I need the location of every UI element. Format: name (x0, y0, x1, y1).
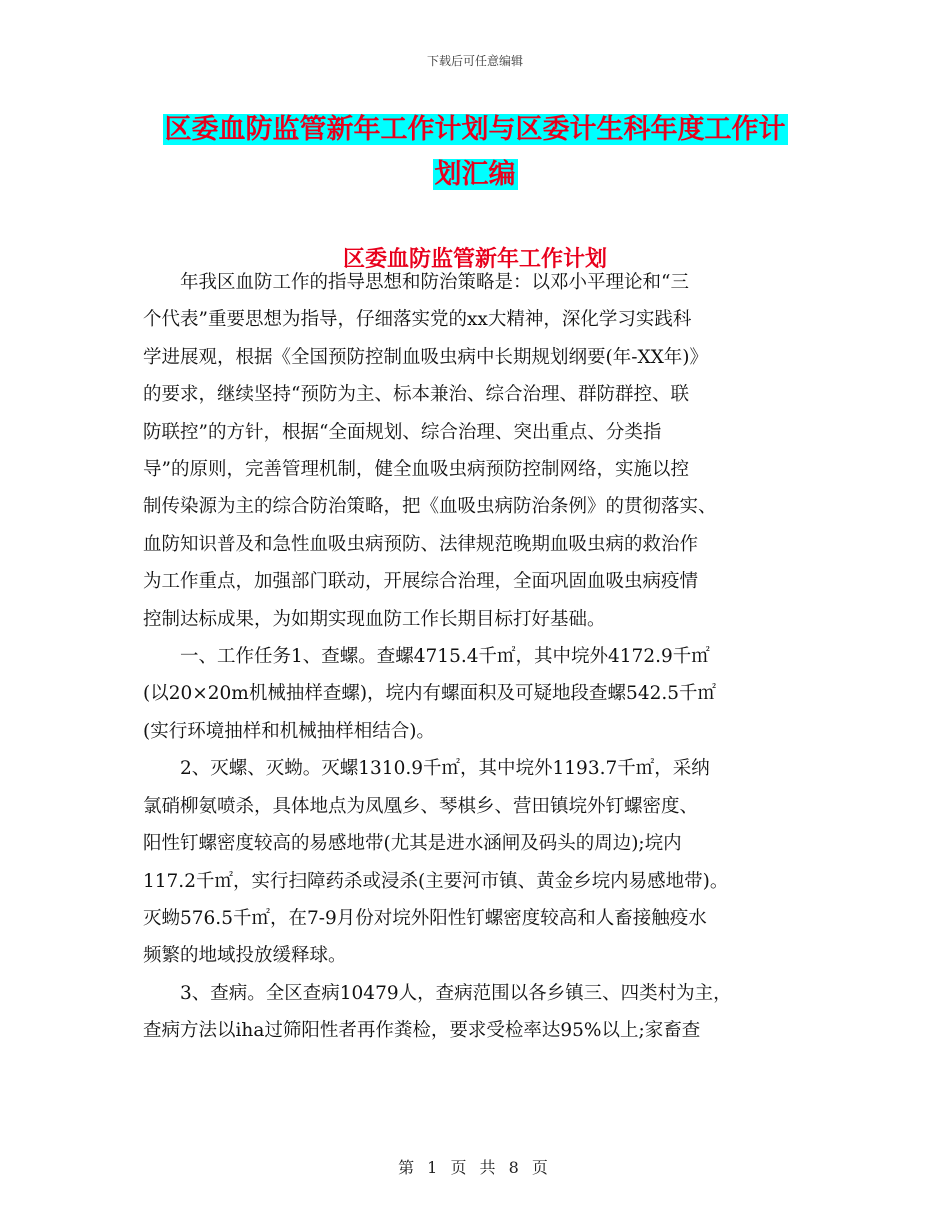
text-line: (以20×20m机械抽样查螺)，垸内有螺面积及可疑地段查螺542.5千㎡ (143, 683, 717, 705)
text-line: 灭蚴576.5千㎡，在7-9月份对垸外阳性钉螺密度较高和人畜接触疫水 (143, 907, 707, 929)
paragraph-3 (143, 750, 823, 974)
text-line: 为工作重点，加强部门联动，开展综合治理，全面巩固血吸虫病疫情 (143, 571, 699, 593)
text-line: 的要求，继续坚持“预防为主、标本兼治、综合治理、群防群控、联 (143, 384, 689, 406)
document-title-line-2 (0, 155, 950, 195)
page-header: 下载后可任意编辑 (426, 54, 523, 68)
text-line: 阳性钉螺密度较高的易感地带(尤其是进水涵闸及码头的周边);垸内 (143, 833, 682, 855)
document-title-text-1: 区委血防监管新年工作计划与区委计生科年度工作计 (164, 114, 786, 145)
text-line: (实行环境抽样和机械抽样相结合)。 (143, 720, 435, 742)
text-line: 频繁的地域投放缓释球。 (143, 945, 347, 967)
text-line: 个代表”重要思想为指导，仔细落实党的xx大精神，深化学习实践科 (143, 309, 692, 331)
text-line: 制传染源为主的综合防治策略，把《血吸虫病防治条例》的贯彻落实、 (143, 496, 717, 518)
document-body (143, 264, 823, 1050)
paragraph-4 (143, 975, 823, 1050)
text-line: 117.2千㎡，实行扫障药杀或浸杀(主要河市镇、黄金乡垸内易感地带)。 (143, 870, 729, 892)
document-title-text-2: 划汇编 (434, 159, 516, 190)
text-line: 查病方法以iha过筛阳性者再作粪检，要求受检率达95%以上;家畜查 (143, 1020, 701, 1042)
text-line: 控制达标成果，为如期实现血防工作长期目标打好基础。 (143, 608, 606, 630)
document-title-line-1 (0, 110, 950, 150)
text-line: 血防知识普及和急性血吸虫病预防、法律规范晚期血吸虫病的救治作 (143, 533, 699, 555)
text-line: 2、灭螺、灭蚴。灭螺1310.9千㎡，其中垸外1193.7千㎡，采纳 (143, 758, 710, 780)
text-line: 3、查病。全区查病10479人，查病范围以各乡镇三、四类村为主， (143, 982, 732, 1004)
section-title: 区委血防监管新年工作计划 (342, 247, 607, 272)
text-line: 学进展观，根据《全国预防控制血吸虫病中长期规划纲要(年-XX年)》 (143, 346, 709, 368)
text-line: 防联控”的方针，根据“全面规划、综合治理、突出重点、分类指 (143, 421, 662, 443)
text-line: 氯硝柳氨喷杀，具体地点为凤凰乡、琴棋乡、营田镇垸外钉螺密度、 (143, 795, 699, 817)
paragraph-2 (143, 638, 823, 750)
text-line: 年我区血防工作的指导思想和防治策略是：以邓小平理论和“三 (143, 272, 689, 293)
page-footer: 第 1 页 共 8 页 (398, 1158, 552, 1177)
text-line: 导”的原则，完善管理机制，健全血吸虫病预防控制网络，实施以控 (143, 459, 689, 481)
paragraph-1 (143, 264, 823, 638)
text-line: 一、工作任务1、查螺。查螺4715.4千㎡，其中垸外4172.9千㎡ (143, 646, 710, 668)
